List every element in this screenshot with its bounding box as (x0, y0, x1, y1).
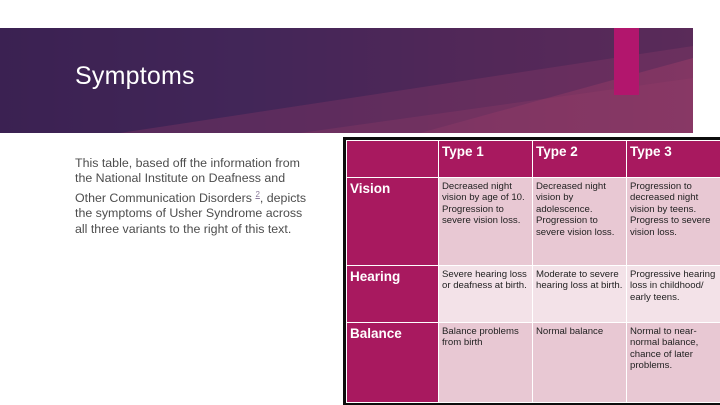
table-row-hearing (347, 266, 720, 323)
cell-text: Moderate to severe hearing loss at birth. (536, 269, 623, 292)
cell-hearing-type-1 (439, 266, 533, 323)
reference-link[interactable]: 2 (255, 189, 260, 199)
body-text-main: This table, based off the information from the National Institute on Deafness and Other Communication Disorders (75, 156, 300, 205)
row-header-vision: Vision (347, 178, 439, 266)
table-corner-cell (347, 141, 439, 178)
cell-balance-type-1 (439, 323, 533, 403)
table-header-row (347, 141, 720, 178)
cell-hearing-type-3 (627, 266, 720, 323)
row-header-balance: Balance (347, 323, 439, 403)
slide-title: Symptoms (75, 62, 195, 90)
symptoms-table-frame (343, 137, 720, 405)
cell-text: Decreased night vision by adolescence. (536, 181, 606, 215)
table-row-balance (347, 323, 720, 403)
cell-text: Balance problems from birth (442, 326, 519, 349)
cell-text: Normal balance (536, 326, 604, 337)
cell-vision-type-1 (439, 178, 533, 266)
cell-text: Progress to severe vision loss. (630, 215, 711, 238)
cell-text: Decreased night vision by age of 10. (442, 181, 525, 204)
symptoms-table (346, 140, 720, 403)
cell-text: Normal to near-normal balance, chance of later problems. (630, 326, 699, 372)
column-header-type-1: Type 1 (439, 141, 533, 178)
accent-bar (614, 28, 639, 95)
cell-text: Progression to severe vision loss. (536, 215, 615, 238)
cell-text: Progressive hearing loss in childhood/ early teens. (630, 269, 716, 303)
body-text-suffix: , depicts the symptoms of Usher Syndrome across all three variants to the right of this text. (75, 190, 307, 236)
cell-balance-type-3 (627, 323, 720, 403)
table-row-vision (347, 178, 720, 266)
cell-text: Severe hearing loss or deafness at birth. (442, 269, 527, 292)
row-header-hearing: Hearing (347, 266, 439, 323)
cell-text: Progression to severe vision loss. (442, 203, 521, 227)
slide-body-text (75, 156, 315, 237)
cell-balance-type-2 (533, 323, 627, 403)
cell-vision-type-2 (533, 178, 627, 266)
cell-vision-type-3 (627, 178, 720, 266)
cell-hearing-type-2 (533, 266, 627, 323)
column-header-type-3: Type 3 (627, 141, 720, 178)
column-header-type-2: Type 2 (533, 141, 627, 178)
cell-text: Progression to decreased night vision by teens. (630, 181, 699, 215)
